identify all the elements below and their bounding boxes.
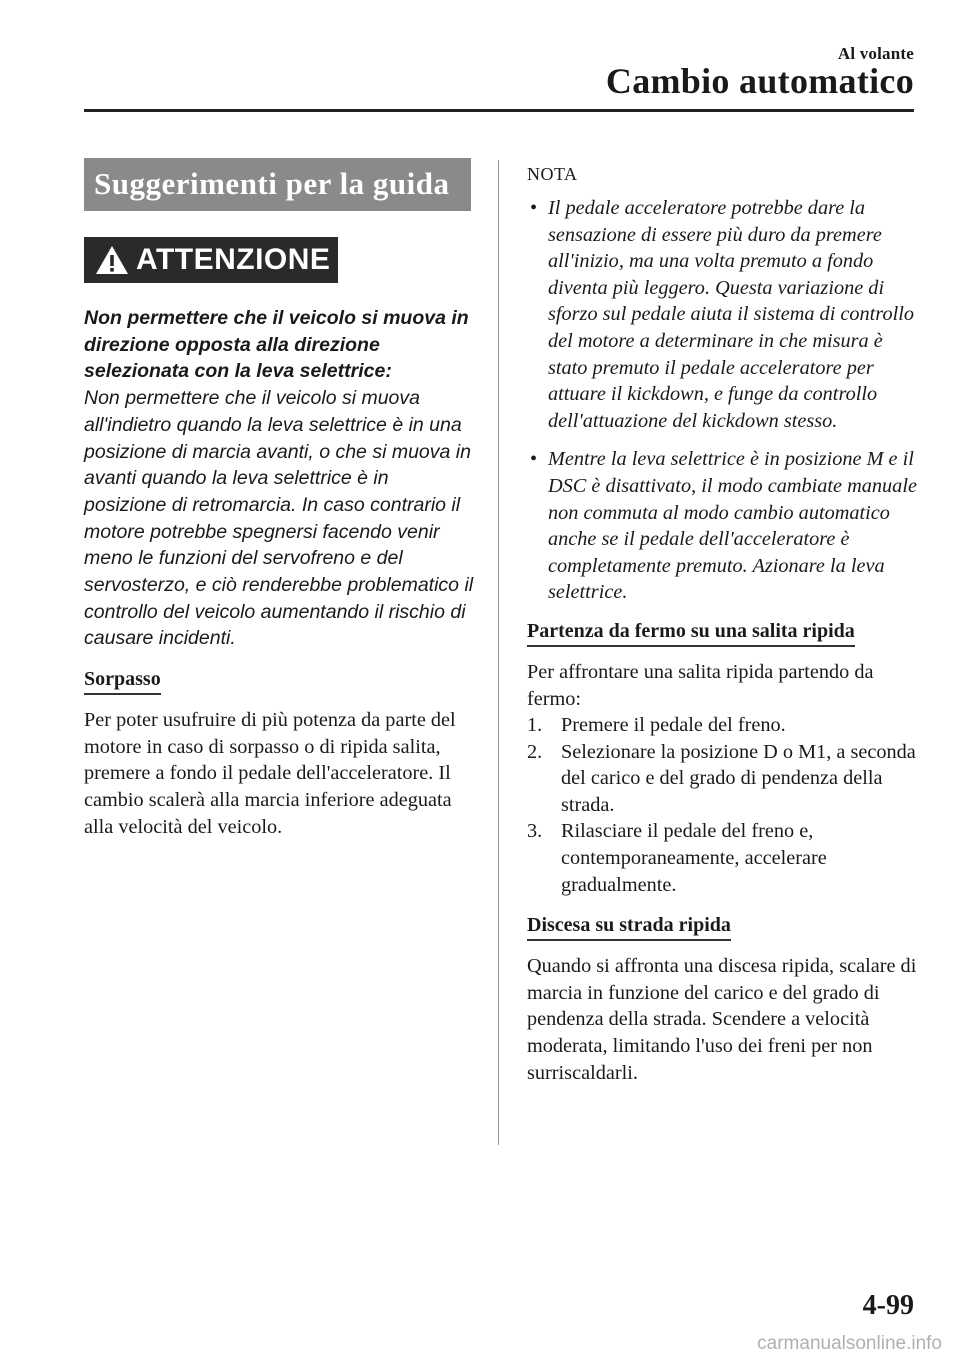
chapter-title: Cambio automatico: [605, 61, 914, 101]
watermark-link[interactable]: carmanualsonline.info: [757, 1333, 942, 1354]
step-number: 3.: [527, 820, 543, 843]
discesa-body: Quando si affronta una discesa ripida, scalare di marcia in funzione del carico e del grado di pendenza della strada. Scendere a velocità moderata, limitando l'uso dei freni per non surriscaldarli.: [527, 955, 917, 1084]
step-number: 1.: [527, 714, 543, 737]
step-text: Premere il pedale del freno.: [561, 714, 786, 737]
discesa-heading: Discesa su strada ripida: [527, 914, 731, 941]
sorpasso-body: Per poter usufruire di più potenza da parte del motore in caso di sorpasso o di ripida salita, premere a fondo il pedale dell'acceleratore. Il cambio scalerà alla marcia inferiore adeguata alla velocità del veicolo.: [84, 709, 456, 838]
step-item: [527, 818, 917, 898]
sorpasso-heading: Sorpasso: [84, 668, 161, 695]
step-text: Selezionare la posizione D o M1, a seconda del carico e del grado di pendenza della strada.: [561, 740, 916, 816]
nota-label: NOTA: [527, 164, 578, 184]
page-number: 4-99: [862, 1290, 914, 1321]
nota-list: [527, 195, 917, 606]
left-column: [84, 158, 474, 840]
right-column: [527, 158, 917, 1086]
header-section-label: Al volante: [837, 44, 914, 63]
steps-list: [527, 712, 917, 898]
nota-item-text: Mentre la leva selettrice è in posizione M e il DSC è disattivato, il modo cambiate manuale non commuta al modo cambio automatico anche se il pedale dell'acceleratore è completamente premuto. Azionare la leva selettrice.: [548, 448, 917, 604]
bullet-icon: •: [530, 448, 538, 471]
nota-item: [527, 195, 917, 434]
nota-item: [527, 446, 917, 606]
warning-title: Non permettere che il veicolo si muova in direzione opposta alla direzione selezionata con la leva selettrice:: [84, 307, 469, 383]
header-divider: [84, 109, 914, 112]
step-text: Rilasciare il pedale del freno e, contemporaneamente, accelerare gradualmente.: [561, 820, 827, 896]
step-item: [527, 739, 917, 819]
warning-body: Non permettere che il veicolo si muova all'indietro quando la leva selettrice è in una posizione di marcia avanti, o che si muova in avanti quando la leva selettrice è in posizione di retromarcia. In caso contrario il motore potrebbe spegnersi facendo venir meno le funzioni del servofreno e del servosterzo, e ciò renderebbe problematico il controllo del veicolo aumentando il rischio di causare incidenti.: [84, 387, 474, 650]
bullet-icon: •: [530, 197, 538, 219]
partenza-heading: Partenza da fermo su una salita ripida: [527, 620, 855, 647]
warning-badge: [84, 237, 338, 283]
warning-triangle-icon: [94, 244, 130, 276]
warning-label: ATTENZIONE: [136, 243, 331, 276]
step-item: [527, 712, 917, 739]
column-divider: [498, 160, 499, 1145]
partenza-intro: Per affrontare una salita ripida partendo da fermo:: [527, 660, 874, 710]
nota-item-text: Il pedale acceleratore potrebbe dare la sensazione di essere più duro da premere all'inizio, ma una volta premuto a fondo diventa più leggero. Questa variazione di sforzo sul pedale aiuta il sistema di controllo del motore a determinare in che misura è stato premuto il pedale acceleratore per attuare il kickdown, e funge da controllo dell'attuazione del kickdown stesso.: [548, 197, 915, 432]
section-banner: Suggerimenti per la guida: [84, 158, 471, 211]
step-number: 2.: [527, 740, 543, 763]
